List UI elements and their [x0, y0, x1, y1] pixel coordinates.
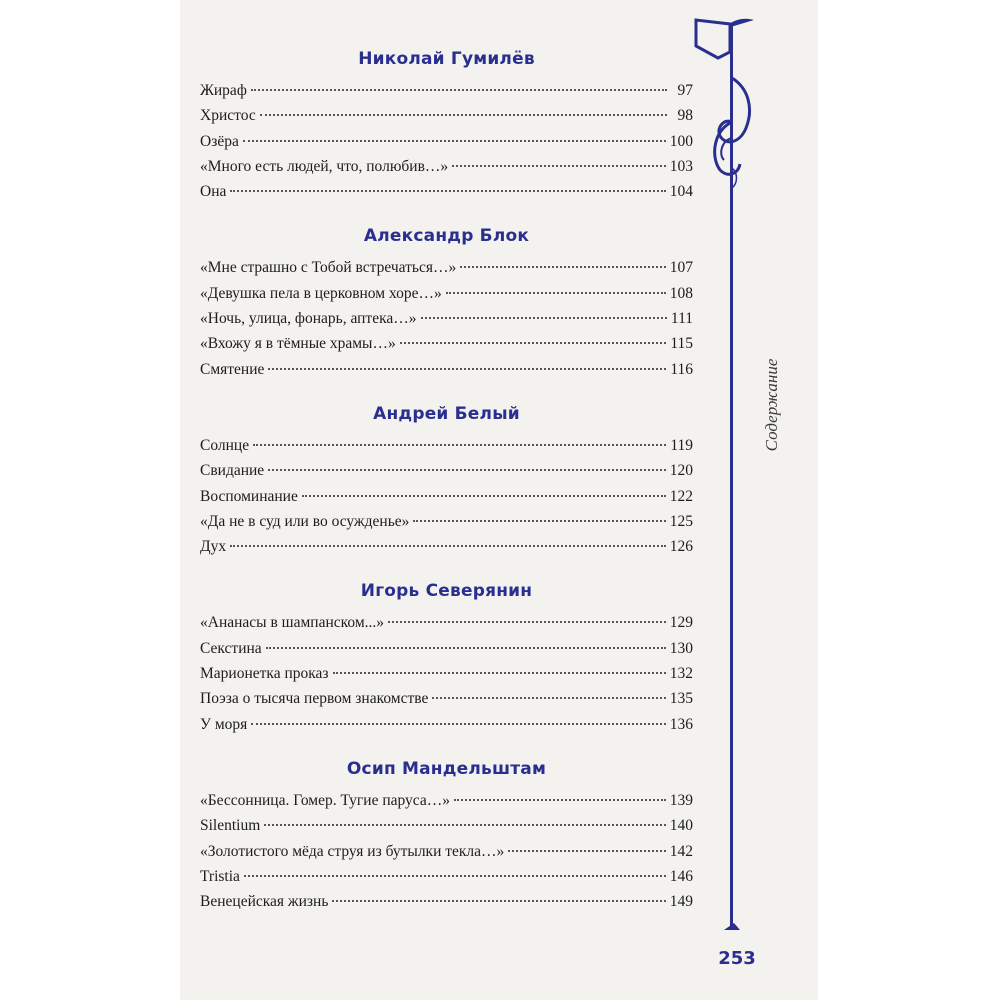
entry-title: Воспоминание: [200, 487, 298, 505]
entry-title: «Много есть людей, что, полюбив…»: [200, 157, 449, 175]
page-number: 253: [718, 948, 756, 969]
toc-entry: [200, 813, 693, 838]
entry-title: Tristia: [200, 867, 240, 885]
entry-page: 140: [669, 817, 693, 835]
toc-entry: [200, 357, 693, 382]
toc-entry: [200, 788, 693, 813]
dot-leader: [251, 723, 665, 725]
dot-leader: [251, 89, 667, 91]
side-section-label: [757, 340, 787, 470]
entry-page: 107: [669, 259, 693, 277]
toc-entry: [200, 636, 693, 661]
dot-leader: [302, 495, 666, 497]
side-label-text: Содержание: [762, 358, 781, 452]
entry-title: «Вхожу я в тёмные храмы…»: [200, 335, 396, 353]
dot-leader: [454, 799, 666, 801]
entry-page: 146: [669, 867, 693, 885]
entry-title: Поэза о тысяча первом знакомстве: [200, 690, 429, 708]
toc-entry: [200, 712, 693, 737]
entry-title: Марионетка проказ: [200, 665, 329, 683]
toc-entry: [200, 255, 693, 280]
toc-entry: [200, 509, 693, 534]
dot-leader: [332, 900, 665, 902]
toc-entry: [200, 433, 693, 458]
entry-title: Озёра: [200, 132, 239, 150]
entry-title: Секстина: [200, 639, 262, 657]
dot-leader: [266, 647, 666, 649]
toc-entry: [200, 103, 693, 128]
entry-page: 111: [670, 310, 693, 328]
dot-leader: [253, 444, 666, 446]
entry-title: Солнце: [200, 436, 250, 454]
toc-section: [200, 40, 693, 204]
dot-leader: [243, 140, 666, 142]
entry-page: 142: [669, 842, 693, 860]
entry-page: 104: [669, 183, 693, 201]
entry-page: 132: [669, 665, 693, 683]
entry-page: 126: [669, 538, 693, 556]
ornament-flourish-icon: [688, 18, 758, 938]
entry-title: Смятение: [200, 360, 265, 378]
dot-leader: [264, 824, 665, 826]
entry-page: 119: [670, 436, 693, 454]
entry-title: «Бессонница. Гомер. Тугие паруса…»: [200, 791, 450, 809]
dot-leader: [388, 621, 666, 623]
dot-leader: [413, 520, 665, 522]
toc-entry: [200, 179, 693, 204]
entry-page: 97: [677, 82, 693, 99]
entry-title: Silentium: [200, 817, 261, 835]
dot-leader: [432, 697, 665, 699]
entry-title: Она: [200, 183, 227, 201]
dot-leader: [268, 368, 666, 370]
dot-leader: [333, 672, 666, 674]
entry-title: «Ночь, улица, фонарь, аптека…»: [200, 310, 417, 328]
entry-title: Дух: [200, 538, 227, 556]
entry-page: 115: [670, 335, 693, 353]
author-heading: Николай Гумилёв: [358, 49, 535, 69]
entry-page: 98: [677, 107, 693, 125]
toc-section: [200, 750, 693, 914]
toc-entry: [200, 610, 693, 635]
entry-page: 125: [669, 512, 693, 530]
author-heading: Игорь Северянин: [360, 581, 533, 602]
author-heading: Андрей Белый: [373, 403, 520, 424]
entry-page: 130: [669, 639, 693, 657]
dot-leader: [508, 850, 665, 852]
dot-leader: [460, 266, 666, 268]
dot-leader: [452, 165, 666, 167]
author-heading: Александр Блок: [363, 226, 530, 247]
dot-leader: [230, 545, 666, 547]
toc-entry: [200, 484, 693, 509]
toc-section: [200, 395, 693, 559]
toc-entry: [200, 839, 693, 864]
entry-title: «Мне страшно с Тобой встречаться…»: [200, 259, 457, 277]
dot-leader: [260, 114, 667, 116]
toc-section: [200, 572, 693, 736]
entry-title: Христос: [200, 107, 256, 125]
entry-title: Венецейская жизнь: [200, 893, 329, 911]
table-of-contents: [200, 40, 693, 914]
toc-entry: [200, 458, 693, 483]
entry-title: Жираф: [200, 82, 247, 99]
entry-title: «Золотистого мёда струя из бутылки текла…»: [200, 842, 505, 860]
dot-leader: [268, 469, 666, 471]
toc-entry: [200, 889, 693, 914]
entry-page: 100: [669, 132, 693, 150]
entry-page: 116: [670, 360, 693, 378]
toc-entry: [200, 281, 693, 306]
entry-title: У моря: [200, 715, 248, 733]
toc-entry: [200, 864, 693, 889]
entry-page: 122: [669, 487, 693, 505]
entry-page: 135: [669, 690, 693, 708]
toc-entry: [200, 534, 693, 559]
toc-entry: [200, 686, 693, 711]
dot-leader: [400, 342, 667, 344]
dot-leader: [244, 875, 666, 877]
entry-page: 108: [669, 284, 693, 302]
entry-page: 120: [669, 462, 693, 480]
entry-title: «Девушка пела в церковном хоре…»: [200, 284, 442, 302]
entry-page: 139: [669, 791, 693, 809]
entry-page: 103: [669, 157, 693, 175]
entry-title: Свидание: [200, 462, 265, 480]
toc-entry: [200, 129, 693, 154]
toc-entry: [200, 661, 693, 686]
author-heading: Осип Мандельштам: [346, 758, 547, 779]
entry-page: 149: [669, 893, 693, 911]
toc-entry: [200, 78, 693, 103]
entry-page: 136: [669, 715, 693, 733]
dot-leader: [446, 292, 666, 294]
toc-entry: [200, 306, 693, 331]
toc-entry: [200, 331, 693, 356]
toc-section: [200, 217, 693, 381]
dot-leader: [421, 317, 667, 319]
entry-title: «Ананасы в шампанском...»: [200, 614, 385, 632]
dot-leader: [230, 190, 665, 192]
toc-entry: [200, 154, 693, 179]
entry-title: «Да не в суд или во осужденье»: [200, 512, 410, 530]
entry-page: 129: [669, 614, 693, 632]
